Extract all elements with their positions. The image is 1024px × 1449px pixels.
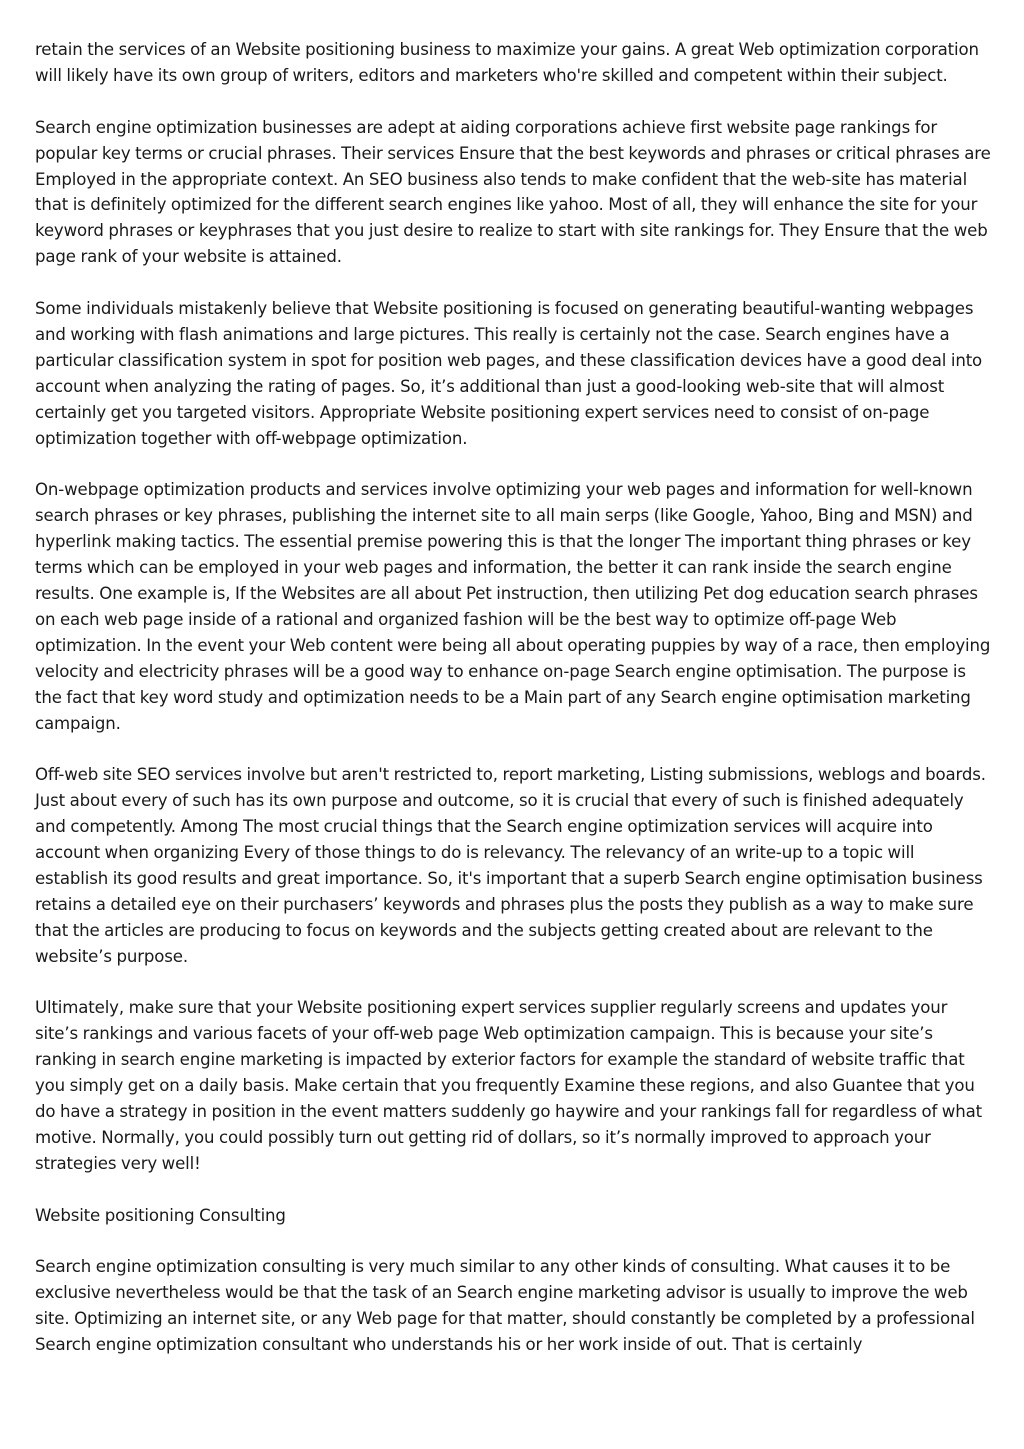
paragraph-6: Ultimately, make sure that your Website positioning expert services supplier regularly screens and updates your site’s rankings and various facets of your off-web page Web optimization campaign. This is because your site’s ranking in search engine marketing is impacted by exterior factors for example the standard of website traffic that you simply get on a daily basis. Make certain that you frequently Examine these regions, and also Guantee that you do have a strategy in position in the event matters suddenly go haywire and your rankings fall for regardless of what motive. Normally, you could possibly turn out getting rid of dollars, so it’s normally improved to approach your strategies very well! [35, 998, 982, 1173]
paragraph-3: Some individuals mistakenly believe that Website positioning is focused on generating beautiful-wanting webpages and working with flash animations and large pictures. This really is certainly not the case. Search engines have a particular classification system in spot for position web pages, and these classification devices have a good deal into account when analyzing the rating of pages. So, it’s additional than just a good-looking web-site that will almost certainly get you targeted visitors. Appropriate Website positioning expert services need to consist of on-page optimization together with off-webpage optimization. [35, 299, 983, 448]
paragraph-7: Search engine optimization consulting is very much similar to any other kinds of consulting. What causes it to be exclusive nevertheless would be that the task of an Search engine marketing advisor is usually to improve the web site. Optimizing an internet site, or any Web page for that matter, should constantly be completed by a professional Search engine optimization consultant who understands his or her work inside of out. That is certainly [35, 1257, 975, 1355]
paragraph-2: Search engine optimization businesses are adept at aiding corporations achieve first website page rankings for popular key terms or crucial phrases. Their services Ensure that the best keywords and phrases or critical phrases are Employed in the appropriate context. An SEO business also tends to make confident that the web-site has material that is definitely optimized for the different search engines like yahoo. Most of all, they will enhance the site for your keyword phrases or keyphrases that you just desire to realize to start with site rankings for. They Ensure that the web page rank of your website is attained. [35, 117, 991, 267]
paragraph-1: retain the services of an Website positioning business to maximize your gains. A great Web optimization corporation will likely have its own group of writers, editors and marketers who're skilled and competent within their subject. [35, 40, 979, 85]
section-heading: Website positioning Consulting [35, 1205, 286, 1225]
paragraph-5: Off-web site SEO services involve but aren't restricted to, report marketing, Listing submissions, weblogs and boards. Just about every of such has its own purpose and outcome, so it is crucial that every of such is finished adequately and competently. Among The most crucial things that the Search engine optimization services will acquire into account when organizing Every of those things to do is relevancy. The relevancy of an write-up to a topic will establish its good results and great importance. So, it's important that a superb Search engine optimisation business retains a detailed eye on their purchasers’ keywords and phrases plus the posts they publish as a way to make sure that the articles are producing to focus on keywords and the subjects getting created about are relevant to the website’s purpose. [35, 765, 986, 966]
document-page [35, 37, 991, 1384]
paragraph-4: On-webpage optimization products and services involve optimizing your web pages and information for well-known search phrases or key phrases, publishing the internet site to all main serps (like Google, Yahoo, Bing and MSN) and hyperlink making tactics. The essential premise powering this is that the longer The important thing phrases or key terms which can be employed in your web pages and information, the better it can rank inside the search engine results. One example is, If the Websites are all about Pet instruction, then utilizing Pet dog education search phrases on each web page inside of a rational and organized fashion will be the best way to optimize off-page Web optimization. In the event your Web content were being all about operating puppies by way of a race, then employing velocity and electricity phrases will be a good way to enhance on-page Search engine optimisation. The purpose is the fact that key word study and optimization needs to be a Main part of any Search engine optimisation marketing campaign. [35, 480, 991, 733]
